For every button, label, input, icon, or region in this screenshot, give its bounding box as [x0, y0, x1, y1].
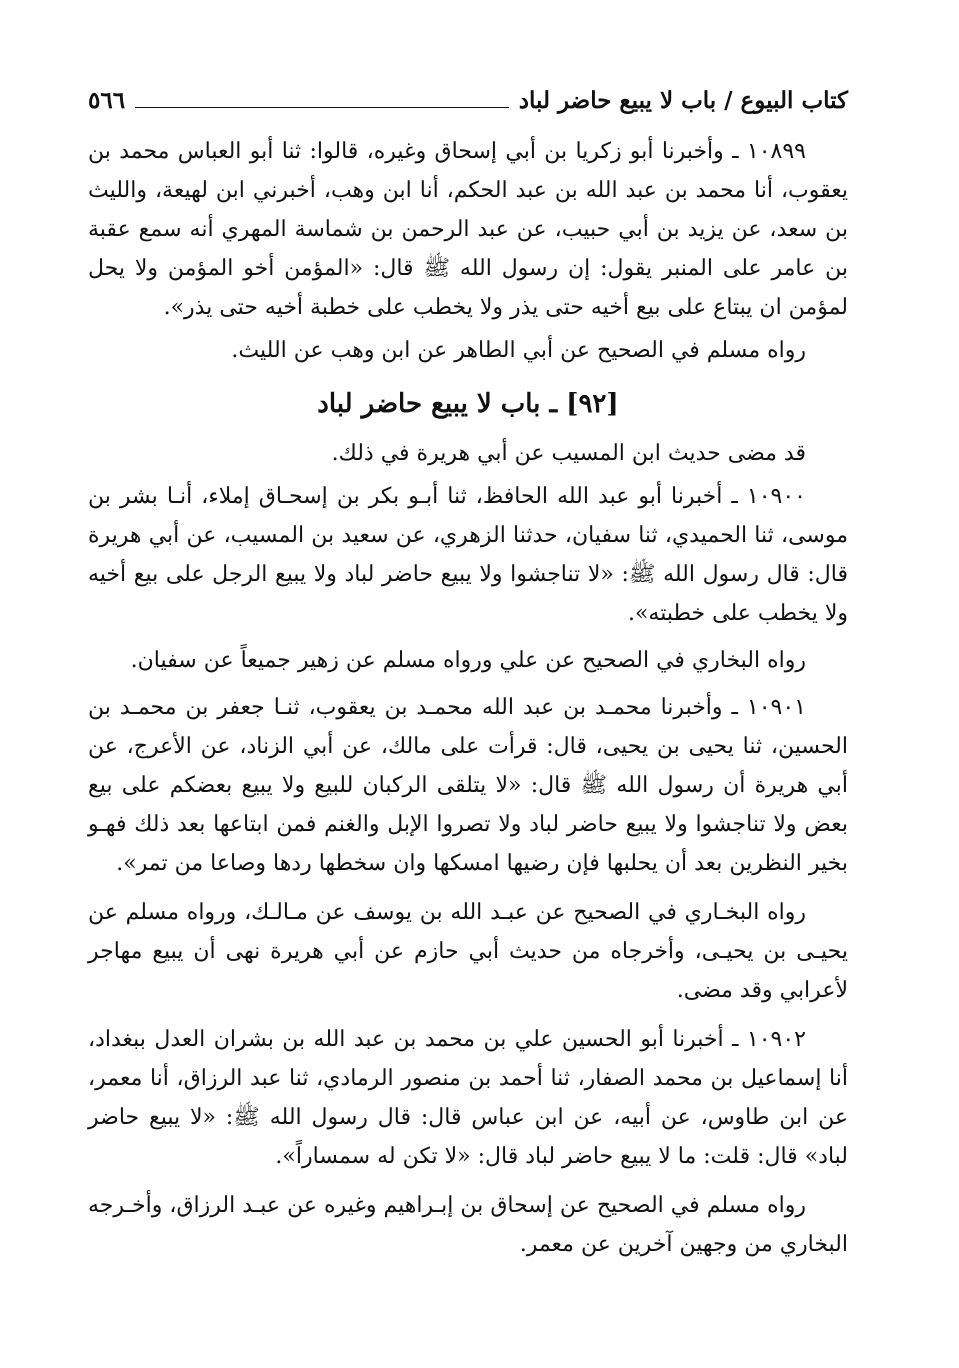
chapter-title: [٩٢] ـ باب لا يبيع حاضر لباد: [317, 389, 619, 419]
page-number: ٥٦٦: [88, 86, 126, 114]
chapter-intro: قد مضى حديث ابن المسيب عن أبي هريرة في ذلك.: [331, 441, 806, 466]
hadith-10901: ١٠٩٠١ ـ وأخبرنا محمـد بن عبد الله محمـد بن يعقوب، ثنـا جعفر بن محمـد بن الحسين، ثنا يحيى بن يحيى، قال: قرأت على مالك، عن أبي الزناد، عن الأعرج، عن أبي هريرة أن رسول الله ﷺ قال: «لا يتلقى الركبان للبيع ولا يبيع بعضكم على بيع بعض ولا تناجشوا ولا يبيع حاضر لباد ولا تصروا الإبل والغنم فمن ابتاعها بعد ذلك فهـو بخير النظرين بعد أن يحلبها فإن رضيها امسكها وان سخطها ردها وصاعا من تمر».: [88, 695, 848, 876]
book-page: [88, 80, 848, 1264]
running-title: كتاب البيوع / باب لا يبيع حاضر لباد: [518, 86, 848, 114]
header-rule: [135, 107, 509, 108]
hadith-10900: ١٠٩٠٠ ـ أخبرنا أبو عبد الله الحافظ، ثنا أبـو بكر بن إسحـاق إملاء، أنـا بشر بن موسى، ثنا الحميدي، ثنا سفيان، حدثنا الزهري، عن سعيد بن المسيب، عن أبي هريرة قال: قال رسول الله ﷺ: «لا تناجشوا ولا يبيع حاضر لباد ولا يبيع الرجل على بيع أخيه ولا يخطب على خطبته».: [88, 484, 848, 626]
note-10899: رواه مسلم في الصحيح عن أبي الطاهر عن ابن وهب عن الليث.: [231, 338, 806, 363]
page-header: [88, 80, 848, 120]
note-10900: رواه البخاري في الصحيح عن علي ورواه مسلم عن زهير جميعاً عن سفيان.: [130, 648, 806, 673]
hadith-10902: ١٠٩٠٢ ـ أخبرنا أبو الحسين علي بن محمد بن عبد الله بن بشران العدل ببغداد، أنا إسماعيل بن محمد الصفار، ثنا أحمد بن منصور الرمادي، ثنا عبد الرزاق، أنا معمر، عن ابن طاوس، عن أبيه، عن ابن عباس قال: قال رسول الله ﷺ: «لا يبيع حاضر لباد» قال: قلت: ما لا يبيع حاضر لباد قال: «لا تكن له سمساراً».: [88, 1027, 848, 1169]
note-10902: رواه مسلم في الصحيح عن إسحاق بن إبـراهيم وغيره عن عبـد الرزاق، وأخـرجه البخاري من وجهين آخرين عن معمر.: [88, 1193, 848, 1257]
hadith-10899: ١٠٨٩٩ ـ وأخبرنا أبو زكريا بن أبي إسحاق وغيره، قالوا: ثنا أبو العباس محمد بن يعقوب، أنا محمد بن عبد الله بن عبد الحكم، أنا ابن وهب، أخبرني ابن لهيعة، والليث بن سعد، عن يزيد بن أبي حبيب، عن عبد الرحمن بن شماسة المهري أنه سمع عقبة بن عامر على المنبر يقول: إن رسول الله ﷺ قال: «المؤمن أخو المؤمن ولا يحل لمؤمن ان يبتاع على بيع أخيه حتى يذر ولا يخطب على خطبة أخيه حتى يذر».: [88, 139, 848, 320]
note-10901: رواه البخـاري في الصحيح عن عبـد الله بن يوسف عن مـالـك، ورواه مسلم عن يحيـى بن يحيـى، وأخرجاه من حديث أبي حازم عن أبي هريرة نهى أن يبيع مهاجر لأعرابي وقد مضى.: [88, 900, 848, 1003]
